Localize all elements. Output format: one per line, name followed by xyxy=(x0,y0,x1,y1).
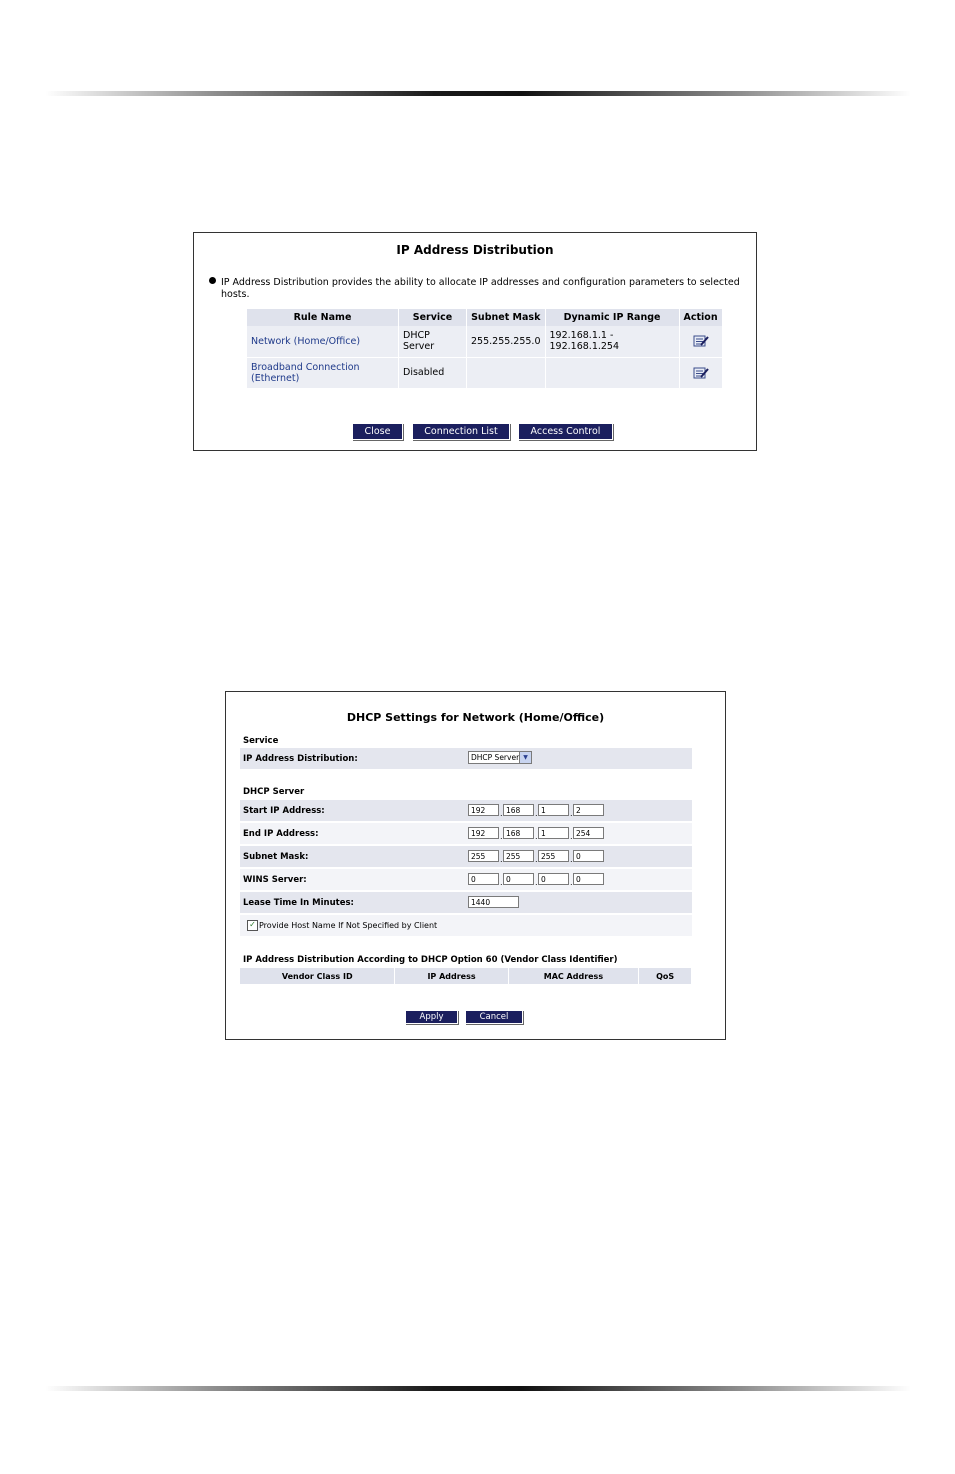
column-header: IP Address xyxy=(395,968,508,984)
edit-icon[interactable] xyxy=(693,334,709,348)
dot-separator: . xyxy=(535,878,538,887)
rule-name-link[interactable]: Network (Home/Office) xyxy=(247,326,399,357)
subnet-mask-cell xyxy=(467,357,546,388)
bullet-icon xyxy=(209,277,216,284)
action-cell xyxy=(679,357,722,388)
column-header: Subnet Mask xyxy=(467,309,546,326)
dhcp-settings-panel xyxy=(225,691,726,1040)
end-ip-row xyxy=(240,823,692,844)
subnet-mask-row xyxy=(240,846,692,867)
rules-table xyxy=(247,309,723,389)
panel-title: DHCP Settings for Network (Home/Office) xyxy=(346,711,605,724)
end-ip-octet-4[interactable]: 254 xyxy=(573,827,604,839)
dot-separator: . xyxy=(570,809,573,818)
column-header: Vendor Class ID xyxy=(240,968,395,984)
wins-octet-4[interactable]: 0 xyxy=(573,873,604,885)
start-ip-octet-4[interactable]: 2 xyxy=(573,804,604,816)
lease-time-input[interactable]: 1440 xyxy=(468,896,519,908)
field-label: Subnet Mask: xyxy=(243,852,309,862)
service-cell: DHCP Server xyxy=(399,326,467,357)
edit-icon[interactable] xyxy=(693,366,709,380)
provide-host-row xyxy=(240,915,692,936)
chevron-down-icon: ▼ xyxy=(519,752,531,763)
column-header: Action xyxy=(679,309,722,326)
dot-separator: . xyxy=(570,855,573,864)
dot-separator: . xyxy=(500,809,503,818)
provide-host-checkbox[interactable]: ✓ xyxy=(247,920,258,931)
lease-time-row xyxy=(240,892,692,913)
cancel-button[interactable]: Cancel xyxy=(466,1011,522,1023)
field-label: Start IP Address: xyxy=(243,806,325,816)
dot-separator: . xyxy=(535,832,538,841)
connection-list-button[interactable]: Connection List xyxy=(413,424,509,439)
action-cell xyxy=(679,326,722,357)
table-header-row xyxy=(240,968,692,984)
subnet-mask-cell: 255.255.255.0 xyxy=(467,326,546,357)
ip-distribution-select[interactable] xyxy=(468,751,532,764)
start-ip-octet-2[interactable]: 168 xyxy=(503,804,534,816)
start-ip-row xyxy=(240,800,692,821)
ip-distribution-row xyxy=(240,748,692,769)
column-header: Rule Name xyxy=(247,309,399,326)
end-ip-octet-2[interactable]: 168 xyxy=(503,827,534,839)
service-cell: Disabled xyxy=(399,357,467,388)
subnet-octet-2[interactable]: 255 xyxy=(503,850,534,862)
ip-address-distribution-panel xyxy=(193,232,757,451)
apply-button[interactable]: Apply xyxy=(406,1011,457,1023)
checkbox-label: Provide Host Name If Not Specified by Client xyxy=(259,921,438,930)
dot-separator: . xyxy=(570,832,573,841)
panel-title: IP Address Distribution xyxy=(396,243,554,257)
table-row xyxy=(247,357,722,388)
wins-server-row xyxy=(240,869,692,890)
column-header: Dynamic IP Range xyxy=(545,309,679,326)
dot-separator: . xyxy=(500,855,503,864)
wins-octet-1[interactable]: 0 xyxy=(468,873,499,885)
dot-separator: . xyxy=(535,855,538,864)
bottom-divider xyxy=(45,1386,911,1391)
access-control-button[interactable]: Access Control xyxy=(519,424,612,439)
ip-range-cell xyxy=(545,357,679,388)
panel-description: IP Address Distribution provides the ability to allocate IP addresses and configuration parameters to selected hosts. xyxy=(221,277,740,300)
rule-name-link[interactable]: Broadband Connection (Ethernet) xyxy=(247,357,399,388)
start-ip-octet-3[interactable]: 1 xyxy=(538,804,569,816)
column-header: MAC Address xyxy=(508,968,639,984)
field-label: Lease Time In Minutes: xyxy=(243,898,354,908)
subnet-octet-3[interactable]: 255 xyxy=(538,850,569,862)
end-ip-octet-1[interactable]: 192 xyxy=(468,827,499,839)
dot-separator: . xyxy=(500,878,503,887)
top-divider xyxy=(45,91,911,96)
section-heading: DHCP Server xyxy=(243,787,305,797)
select-value: DHCP Server xyxy=(471,753,520,762)
subnet-octet-1[interactable]: 255 xyxy=(468,850,499,862)
column-header: QoS xyxy=(639,968,692,984)
dot-separator: . xyxy=(500,832,503,841)
start-ip-octet-1[interactable]: 192 xyxy=(468,804,499,816)
field-label: IP Address Distribution: xyxy=(243,754,358,764)
field-label: End IP Address: xyxy=(243,829,319,839)
dot-separator: . xyxy=(535,809,538,818)
wins-octet-2[interactable]: 0 xyxy=(503,873,534,885)
close-button[interactable]: Close xyxy=(353,424,402,439)
column-header: Service xyxy=(399,309,467,326)
wins-octet-3[interactable]: 0 xyxy=(538,873,569,885)
dot-separator: . xyxy=(570,878,573,887)
subnet-octet-4[interactable]: 0 xyxy=(573,850,604,862)
table-row xyxy=(247,326,722,357)
section-heading: IP Address Distribution According to DHCP Option 60 (Vendor Class Identifier) xyxy=(243,955,618,965)
end-ip-octet-3[interactable]: 1 xyxy=(538,827,569,839)
field-label: WINS Server: xyxy=(243,875,307,885)
section-heading: Service xyxy=(243,736,279,746)
ip-range-cell: 192.168.1.1 - 192.168.1.254 xyxy=(545,326,679,357)
table-header-row xyxy=(247,309,722,326)
vendor-class-table xyxy=(240,968,692,984)
